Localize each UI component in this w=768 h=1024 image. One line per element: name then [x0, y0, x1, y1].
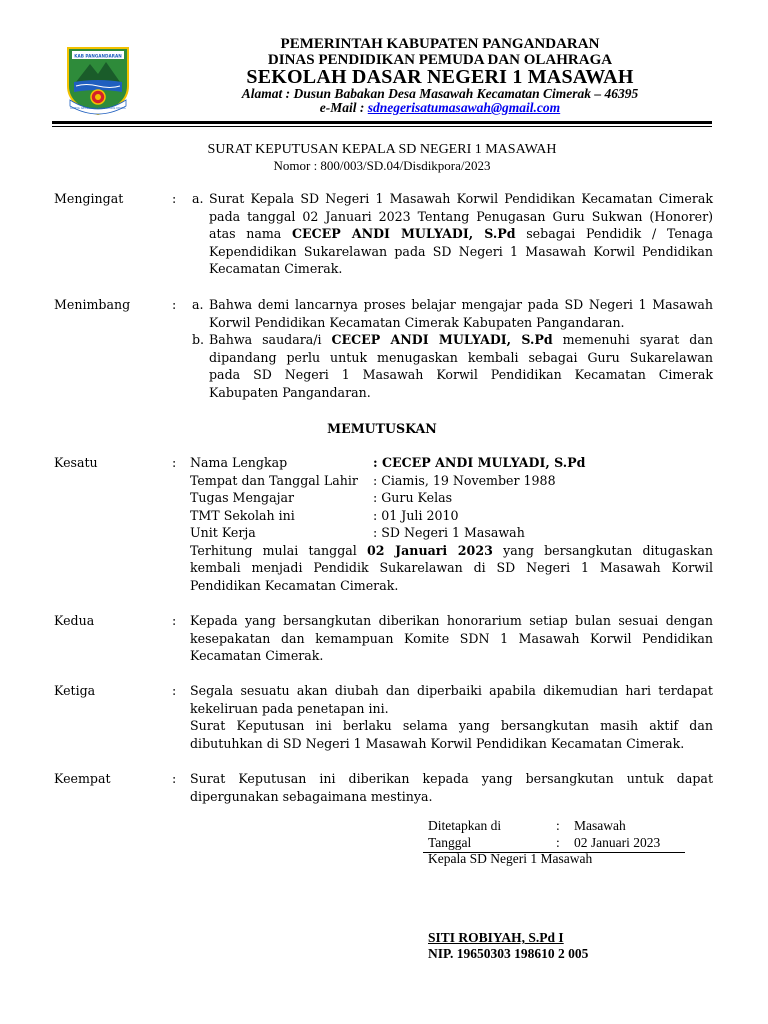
kesatu-start-date: 02 Januari 2023: [367, 542, 493, 558]
mengingat-line-1: Surat Kepala SD Negeri 1 Masawah Korwil Pendidikan Kecamatan Cimerak: [209, 191, 713, 206]
mengingat-person-name: CECEP ANDI MULYADI, S.Pd: [292, 226, 516, 241]
menimbang-b-line-4: Kabupaten Pangandaran.: [209, 384, 371, 400]
mengingat-line-2: pada tanggal 02 Januari 2023 Tentang Penugasan Guru Sukwan (Honorer): [209, 208, 713, 224]
mengingat-line-5: Kecamatan Cimerak.: [209, 261, 343, 276]
decree-title: SURAT KEPUTUSAN KEPALA SD NEGERI 1 MASAWAH: [207, 142, 557, 157]
header-government: PEMERINTAH KABUPATEN PANGANDARAN: [280, 36, 600, 52]
mengingat-line-3: [209, 225, 713, 243]
menimbang-label: Menimbang: [54, 297, 131, 312]
field-key: Unit Kerja: [190, 525, 256, 540]
signatory-nip: NIP. 19650303 198610 2 005: [428, 946, 589, 961]
menimbang-b-line-1-pre: Bahwa saudara/i: [209, 332, 332, 347]
kedua-text: [190, 612, 713, 665]
mengingat-text-a: [209, 190, 713, 278]
kesatu-text: [190, 542, 713, 595]
kesatu-line-2: kembali menjadi Pendidik Sukarelawan di SD Negeri 1 Masawah Korwil: [190, 560, 713, 575]
kesatu-label: Kesatu: [54, 455, 98, 470]
mengingat-line-4: Kependidikan Sukarelawan pada SD Negeri 1 Masawah Korwil Pendidikan: [209, 243, 713, 259]
tanggal-label: Tanggal: [428, 835, 472, 850]
regency-emblem-logo: [64, 42, 132, 116]
header-school-name: SEKOLAH DASAR NEGERI 1 MASAWAH: [246, 66, 634, 88]
field-value: : SD Negeri 1 Masawah: [373, 525, 525, 540]
kesatu-line-3: Pendidikan Kecamatan Cimerak.: [190, 577, 399, 593]
ditetapkan-value: Masawah: [574, 818, 626, 833]
signatory-name: SITI ROBIYAH, S.Pd I: [428, 930, 564, 945]
menimbang-text-a: [209, 296, 713, 331]
ketiga-colon: :: [172, 683, 177, 698]
email-label: e-Mail :: [319, 100, 368, 115]
menimbang-b-line-1-post: memenuhi syarat dan: [552, 332, 713, 347]
field-value: : CECEP ANDI MULYADI, S.Pd: [373, 455, 586, 470]
ketiga-text: [190, 682, 713, 752]
kesatu-colon: :: [172, 455, 177, 470]
mengingat-line-3-pre: atas nama: [209, 226, 293, 241]
field-value: : Guru Kelas: [373, 490, 453, 505]
tanggal-value: 02 Januari 2023: [574, 835, 661, 850]
header-rule-thin: [52, 126, 712, 127]
memutuskan-heading: MEMUTUSKAN: [327, 421, 437, 436]
mengingat-colon: :: [172, 191, 177, 206]
kedua-line-1: Kepada yang bersangkutan diberikan honorarium setiap bulan sesuai dengan: [190, 613, 713, 628]
menimbang-a-line-1: Bahwa demi lancarnya proses belajar mengajar pada SD Negeri 1 Masawah: [209, 297, 713, 312]
kesatu-line-1: [190, 542, 713, 560]
menimbang-text-b: [209, 331, 713, 401]
kedua-line-3: Kecamatan Cimerak.: [190, 648, 324, 663]
ditetapkan-colon: :: [556, 818, 560, 833]
field-key: TMT Sekolah ini: [190, 507, 295, 523]
tanggal-colon: :: [556, 835, 560, 850]
ketiga-label: Ketiga: [54, 683, 96, 698]
mengingat-label: Mengingat: [54, 191, 124, 206]
keempat-text: [190, 770, 713, 805]
menimbang-a-line-2: Korwil Pendidikan Kecamatan Cimerak Kabupaten Pangandaran.: [209, 314, 625, 330]
menimbang-b-line-1: [209, 331, 713, 349]
header-email-line: [180, 100, 700, 116]
menimbang-point-a: a.: [192, 297, 204, 312]
keempat-line-1: Surat Keputusan ini diberikan kepada yang bersangkutan untuk dapat: [190, 771, 713, 786]
mengingat-line-3-post: sebagai Pendidik / Tenaga: [515, 226, 713, 241]
keempat-label: Keempat: [54, 771, 111, 786]
email-link[interactable]: sdnegerisatumasawah@gmail.com: [367, 100, 561, 115]
decree-number: Nomor : 800/003/SD.04/Disdikpora/2023: [273, 158, 491, 173]
ketiga-line-4: dibutuhkan di SD Negeri 1 Masawah Korwil Pendidikan Kecamatan Cimerak.: [190, 735, 685, 751]
ketiga-line-3: Surat Keputusan ini berlaku selama yang bersangkutan masih aktif dan: [190, 718, 713, 733]
logo-text-top: KAB PANGANDARAN: [74, 53, 122, 59]
field-key: Tempat dan Tanggal Lahir: [190, 472, 358, 488]
menimbang-person-name: CECEP ANDI MULYADI, S.Pd: [331, 332, 553, 347]
menimbang-colon: :: [172, 297, 177, 312]
kedua-label: Kedua: [54, 613, 95, 628]
kedua-colon: :: [172, 613, 177, 628]
ketiga-line-2: kekeliruan pada penetapan ini.: [190, 700, 389, 716]
mengingat-point-a: a.: [192, 191, 204, 206]
ketiga-line-1: Segala sesuatu akan diubah dan diperbaiki apabila dikemudian hari terdapat: [190, 683, 713, 698]
field-key: Tugas Mengajar: [190, 490, 295, 505]
header-rule-thick: [52, 121, 712, 124]
kesatu-line-1-post: yang bersangkutan ditugaskan: [492, 542, 713, 558]
ditetapkan-label: Ditetapkan di: [428, 818, 502, 833]
signatory-position: Kepala SD Negeri 1 Masawah: [428, 851, 593, 866]
field-value: : Ciamis, 19 November 1988: [373, 472, 556, 488]
menimbang-b-line-2: dipandang perlu untuk menugaskan kembali sebagai Guru Sukarelawan: [209, 349, 713, 365]
kesatu-line-1-pre: Terhitung mulai tanggal: [190, 542, 368, 558]
field-value: : 01 Juli 2010: [373, 507, 459, 523]
keempat-colon: :: [172, 771, 177, 786]
logo-text-bottom: KARYA GEMILANG DAMAI ADIL NYATA: [70, 106, 126, 110]
menimbang-point-b: b.: [192, 332, 205, 347]
keempat-line-2: dipergunakan sebagaimana mestinya.: [190, 788, 433, 804]
field-key: Nama Lengkap: [190, 455, 288, 470]
header-address: Alamat : Dusun Babakan Desa Masawah Kecamatan Cimerak – 46395: [241, 86, 639, 101]
header-department: DINAS PENDIDIKAN PEMUDA DAN OLAHRAGA: [267, 52, 613, 68]
menimbang-b-line-3: pada SD Negeri 1 Masawah Korwil Pendidikan Kecamatan Cimerak: [209, 367, 713, 382]
kedua-line-2: kesepakatan dan kemampuan Komite SDN 1 Masawah Korwil Pendidikan: [190, 630, 713, 646]
